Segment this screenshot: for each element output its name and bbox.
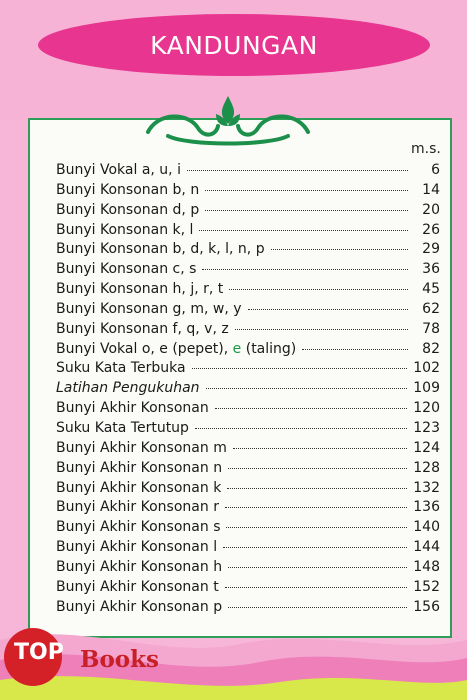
toc-page-number: 156 [413, 598, 440, 615]
toc-entry-title: Bunyi Konsonan b, n [56, 181, 200, 198]
logo-books-text: Books [80, 646, 160, 673]
toc-entry-title: Bunyi Akhir Konsonan s [56, 519, 221, 536]
toc-entry [56, 460, 440, 480]
page-column-header: m.s. [411, 141, 441, 157]
toc-page-number: 128 [413, 459, 440, 476]
toc-page-number: 26 [422, 221, 440, 238]
watermark-logo [4, 628, 160, 688]
toc-entry [56, 301, 440, 321]
toc-entry-title: Bunyi Vokal o, e (pepet), e (taling) [56, 340, 297, 357]
dot-leader [302, 349, 408, 350]
dot-leader [235, 329, 408, 330]
toc-page-number: 14 [422, 181, 440, 198]
dot-leader [202, 269, 408, 270]
toc-page-number: 36 [422, 261, 440, 278]
dot-leader [228, 567, 407, 568]
toc-page-number: 102 [413, 360, 440, 377]
dot-leader [192, 368, 408, 369]
toc-page-number: 124 [413, 439, 440, 456]
toc-entry [56, 241, 440, 261]
table-of-contents [56, 162, 440, 618]
toc-entry-title: Bunyi Konsonan h, j, r, t [56, 281, 224, 298]
dot-leader [199, 230, 408, 231]
toc-entry [56, 162, 440, 182]
toc-entry-title: Bunyi Akhir Konsonan n [56, 459, 223, 476]
toc-entry [56, 559, 440, 579]
toc-page-number: 29 [422, 241, 440, 258]
toc-entry-title: Bunyi Vokal a, u, i [56, 162, 181, 178]
page-title: KANDUNGAN [150, 30, 318, 60]
toc-page-number: 136 [413, 499, 440, 516]
dot-leader [226, 527, 407, 528]
toc-page-number: 120 [413, 400, 440, 417]
dot-leader [225, 587, 408, 588]
toc-entry-title: Bunyi Akhir Konsonan l [56, 539, 218, 556]
toc-page-number: 45 [422, 281, 440, 298]
dot-leader [233, 448, 407, 449]
toc-entry [56, 341, 440, 361]
toc-page-number: 144 [413, 539, 440, 556]
toc-entry-title: Latihan Pengukuhan [56, 380, 200, 397]
dot-leader [223, 547, 407, 548]
toc-page-number: 123 [413, 419, 440, 436]
dot-leader [227, 488, 407, 489]
toc-entry-title: Bunyi Akhir Konsonan m [56, 439, 227, 456]
toc-entry-title: Bunyi Konsonan b, d, k, l, n, p [56, 241, 265, 258]
toc-entry [56, 182, 440, 202]
dot-leader [229, 289, 408, 290]
toc-page-number: 62 [422, 300, 440, 317]
logo-top-text: TOP [14, 640, 64, 665]
toc-entry [56, 440, 440, 460]
toc-entry [56, 400, 440, 420]
toc-entry-title: Bunyi Konsonan f, q, v, z [56, 320, 229, 337]
toc-page-number: 109 [413, 380, 440, 397]
toc-entry [56, 380, 440, 400]
toc-entry [56, 480, 440, 500]
toc-entry-title: Bunyi Konsonan g, m, w, y [56, 300, 242, 317]
toc-entry [56, 360, 440, 380]
dot-leader [271, 249, 408, 250]
dot-leader [187, 170, 408, 171]
toc-entry-title: Bunyi Akhir Konsonan k [56, 479, 222, 496]
toc-page-number: 82 [422, 340, 440, 357]
toc-page-number: 148 [413, 558, 440, 575]
toc-entry-title: Bunyi Akhir Konsonan p [56, 598, 223, 615]
toc-entry [56, 579, 440, 599]
toc-page-number: 78 [422, 320, 440, 337]
toc-entry-title: Bunyi Konsonan c, s [56, 261, 197, 278]
toc-entry [56, 321, 440, 341]
toc-page-number: 152 [413, 578, 440, 595]
toc-entry [56, 281, 440, 301]
toc-entry-title: Bunyi Akhir Konsonan h [56, 558, 223, 575]
toc-entry-title: Bunyi Akhir Konsonan r [56, 499, 219, 516]
dot-leader [195, 428, 407, 429]
toc-page-number: 132 [413, 479, 440, 496]
toc-entry [56, 222, 440, 242]
toc-page-number: 6 [431, 162, 440, 178]
toc-entry [56, 420, 440, 440]
toc-entry [56, 202, 440, 222]
dot-leader [228, 468, 407, 469]
toc-entry-title: Suku Kata Tertutup [56, 419, 189, 436]
toc-page-number: 140 [413, 519, 440, 536]
toc-entry-title: Bunyi Akhir Konsonan [56, 400, 209, 417]
toc-entry-title: Suku Kata Terbuka [56, 360, 186, 377]
toc-entry [56, 539, 440, 559]
decorative-ornament-icon [138, 92, 318, 146]
toc-entry-title: Bunyi Konsonan d, p [56, 201, 200, 218]
dot-leader [205, 190, 408, 191]
toc-entry [56, 499, 440, 519]
dot-leader [225, 507, 407, 508]
dot-leader [206, 388, 408, 389]
dot-leader [215, 408, 408, 409]
toc-entry [56, 261, 440, 281]
dot-leader [205, 210, 408, 211]
toc-entry [56, 519, 440, 539]
header-banner [38, 14, 430, 76]
dot-leader [248, 309, 408, 310]
toc-entry-title: Bunyi Akhir Konsonan t [56, 578, 219, 595]
toc-page-number: 20 [422, 201, 440, 218]
toc-entry-title: Bunyi Konsonan k, l [56, 221, 194, 238]
